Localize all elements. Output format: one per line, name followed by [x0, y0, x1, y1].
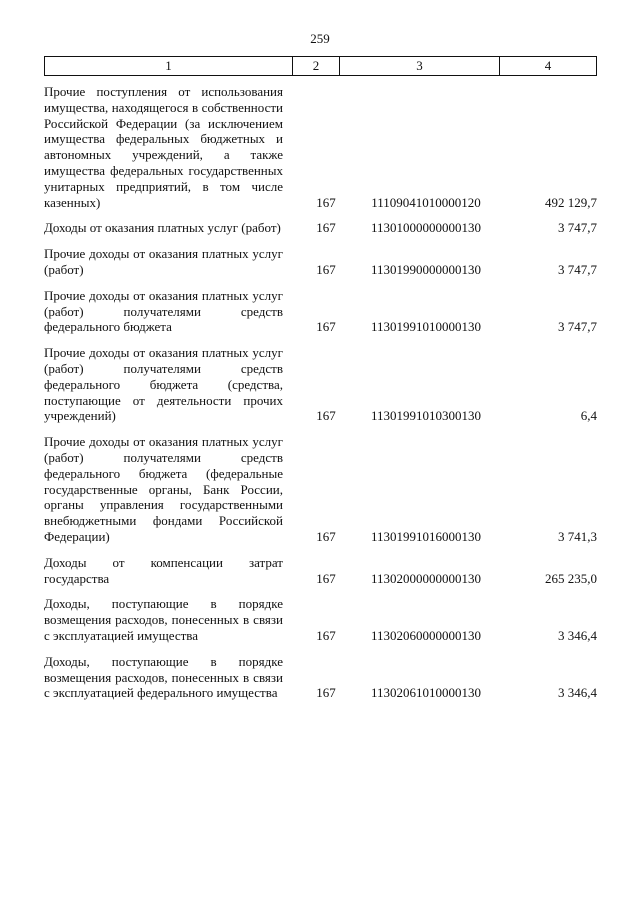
row-admin-code: 167 [316, 685, 336, 701]
row-amount: 3 747,7 [558, 220, 597, 236]
row-revenue-code: 11302000000000130 [370, 570, 482, 586]
row-revenue-code: 11301990000000130 [370, 261, 482, 277]
row-revenue-code: 11302060000000130 [370, 627, 482, 643]
table-row [44, 654, 597, 701]
row-name: Доходы от оказания платных услуг (работ) [44, 220, 281, 236]
table-row [44, 555, 597, 587]
row-name: Прочие доходы от оказания платных услуг (работ) получателями средств федерального бюджета (средства, поступающие от деятельности прочих учреждений) [44, 345, 283, 424]
row-amount: 3 741,3 [558, 528, 597, 544]
row-name: Доходы от компенсации затрат государства [44, 554, 283, 586]
row-admin-code: 167 [316, 194, 336, 210]
row-name: Прочие доходы от оказания платных услуг (работ) получателями средств федерального бюджета (федеральные государственные органы, Банк России, органы управления государственными внебюджетными фондами Российской Федерации) [44, 434, 283, 544]
row-amount: 3 346,4 [558, 627, 597, 643]
table-row [44, 345, 597, 424]
table-row [44, 220, 597, 236]
row-revenue-code: 11301991016000130 [370, 528, 482, 544]
row-amount: 3 747,7 [558, 319, 597, 335]
row-admin-code: 167 [316, 570, 336, 586]
row-admin-code: 167 [316, 220, 336, 236]
row-name: Прочие доходы от оказания платных услуг (работ) [44, 246, 283, 277]
row-amount: 3 747,7 [558, 261, 597, 277]
table-header-row [44, 56, 597, 76]
table-row [44, 84, 597, 210]
row-revenue-code: 11301991010300130 [370, 408, 482, 424]
row-amount: 265 235,0 [545, 570, 597, 586]
row-admin-code: 167 [316, 627, 336, 643]
page-number: 259 [310, 31, 330, 46]
header-col-3: 3 [340, 57, 500, 75]
table-row [44, 246, 597, 278]
row-name: Доходы, поступающие в порядке возмещения расходов, понесенных в связи с эксплуатацией федерального имущества [44, 653, 283, 701]
row-name: Прочие поступления от использования имущества, находящегося в собственности Российской Федерации (за исключением имущества федеральных бюджетных и автономных учреждений, а также имущества федеральных государственных унитарных предприятий, в том числе казенных) [44, 84, 283, 210]
row-revenue-code: 11301000000000130 [370, 220, 482, 236]
row-amount: 3 346,4 [558, 685, 597, 701]
table-row [44, 434, 597, 545]
row-admin-code: 167 [316, 319, 336, 335]
row-name: Доходы, поступающие в порядке возмещения расходов, понесенных в связи с эксплуатацией имущества [44, 596, 283, 643]
header-col-1: 1 [45, 57, 293, 75]
row-revenue-code: 11302061010000130 [370, 685, 482, 701]
row-amount: 6,4 [580, 408, 597, 424]
row-amount: 492 129,7 [545, 194, 597, 210]
row-admin-code: 167 [316, 528, 336, 544]
table-row [44, 596, 597, 643]
row-revenue-code: 11109041010000120 [371, 194, 481, 210]
table-row [44, 288, 597, 335]
row-admin-code: 167 [316, 408, 336, 424]
revenue-table-body [44, 84, 597, 711]
row-revenue-code: 11301991010000130 [370, 319, 482, 335]
header-col-4: 4 [544, 58, 552, 73]
header-col-2: 2 [293, 57, 340, 75]
row-admin-code: 167 [316, 261, 336, 277]
row-name: Прочие доходы от оказания платных услуг (работ) получателями средств федерального бюджета [44, 287, 283, 335]
